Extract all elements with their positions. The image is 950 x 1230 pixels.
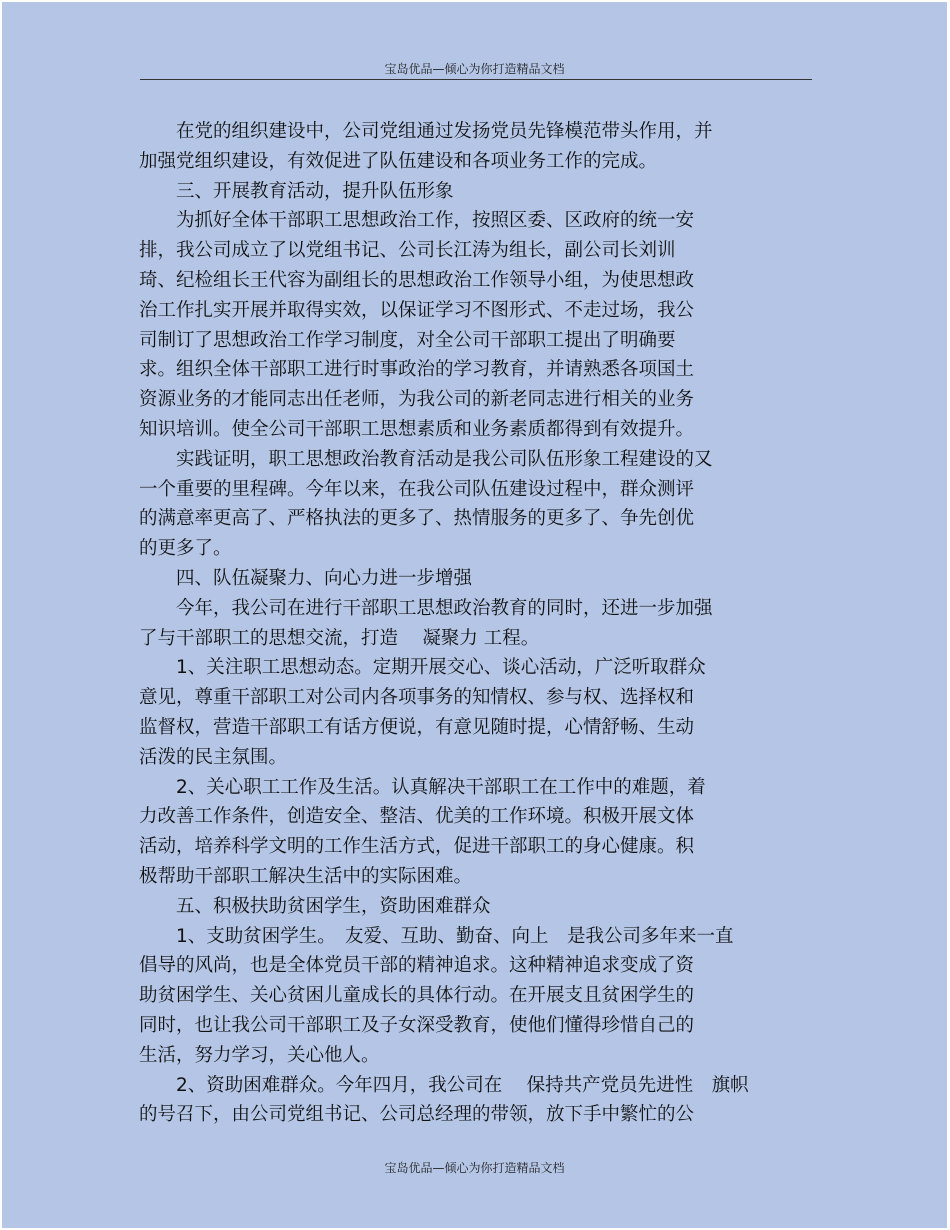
text-line: 在党的组织建设中，公司党组通过发扬党员先锋模范带头作用，并 [176,121,713,142]
text-line: 司制订了思想政治工作学习制度，对全公司干部职工提出了明确要 [139,329,676,351]
text-line: 意见，尊重干部职工对公司内各项事务的知情权、参与权、选择权和 [139,687,695,709]
text-line: 的更多了。 [139,538,232,560]
text-line: 三、开展教育活动，提升队伍形象 [176,180,454,202]
text-line: 同时，也让我公司干部职工及子女深受教育，使他们懂得珍惜自己的 [139,1014,695,1036]
text-line: 为抓好全体干部职工思想政治工作，按照区委、区政府的统一安 [176,210,695,232]
text-line: 治工作扎实开展并取得实效，以保证学习不图形式、不走过场，我公 [139,299,695,321]
text-line: 倡导的风尚，也是全体党员干部的精神追求。这种精神追求变成了资 [139,955,695,977]
text-line: 琦、纪检组长王代容为副组长的思想政治工作领导小组，为使思想政 [139,269,695,291]
text-line: 活泼的民主氛围。 [139,746,288,768]
text-line: 2、资助困难群众。今年四月，我公司在 保持共产党员先进性 旗帜 [176,1074,749,1096]
text-line: 一个重要的里程碑。今年以来，在我公司队伍建设过程中，群众测评 [139,478,695,500]
text-line: 资源业务的才能同志出任老师，为我公司的新老同志进行相关的业务 [139,389,695,411]
document-page [2,2,947,1228]
text-line: 实践证明，职工思想政治教育活动是我公司队伍形象工程建设的又 [176,448,713,470]
text-line: 加强党组织建设，有效促进了队伍建设和各项业务工作的完成。 [139,150,658,172]
header-divider [140,79,812,80]
text-line: 了与干部职工的思想交流，打造 凝聚力 工程。 [139,627,540,649]
text-line: 1、支助贫困学生。 友爱、互助、勤奋、向上 是我公司多年来一直 [176,925,734,947]
text-line: 力改善工作条件，创造安全、整洁、优美的工作环境。积极开展文体 [139,806,695,828]
text-line: 极帮助干部职工解决生活中的实际困难。 [139,865,473,887]
text-line: 五、积极扶助贫困学生，资助困难群众 [176,895,491,917]
text-line: 四、队伍凝聚力、向心力进一步增强 [176,567,473,589]
text-line: 求。组织全体干部职工进行时事政治的学习教育，并请熟悉各项国土 [139,359,695,381]
page-footer: 宝岛优品—倾心为你打造精品文档 [384,1161,565,1175]
text-line: 知识培训。使全公司干部职工思想素质和业务素质都得到有效提升。 [139,418,695,440]
document-body [139,117,819,1130]
text-line: 生活，努力学习，关心他人。 [139,1044,380,1066]
text-line: 排，我公司成立了以党组书记、公司长江涛为组长，副公司长刘训 [139,240,676,262]
page-header: 宝岛优品—倾心为你打造精品文档 [384,62,565,76]
text-line: 监督权，营造干部职工有话方便说，有意见随时提，心情舒畅、生动 [139,716,695,738]
text-line: 的号召下，由公司党组书记、公司总经理的带领，放下手中繁忙的公 [139,1104,695,1126]
text-line: 的满意率更高了、严格执法的更多了、热情服务的更多了、争先创优 [139,508,695,530]
text-line: 2、关心职工工作及生活。认真解决干部职工在工作中的难题，着 [176,776,706,798]
text-line: 1、关注职工思想动态。定期开展交心、谈心活动，广泛听取群众 [176,657,706,679]
text-line: 助贫困学生、关心贫困儿童成长的具体行动。在开展支且贫困学生的 [139,985,695,1007]
text-line: 今年，我公司在进行干部职工思想政治教育的同时，还进一步加强 [176,597,713,619]
text-line: 活动，培养科学文明的工作生活方式，促进干部职工的身心健康。积 [139,836,695,858]
